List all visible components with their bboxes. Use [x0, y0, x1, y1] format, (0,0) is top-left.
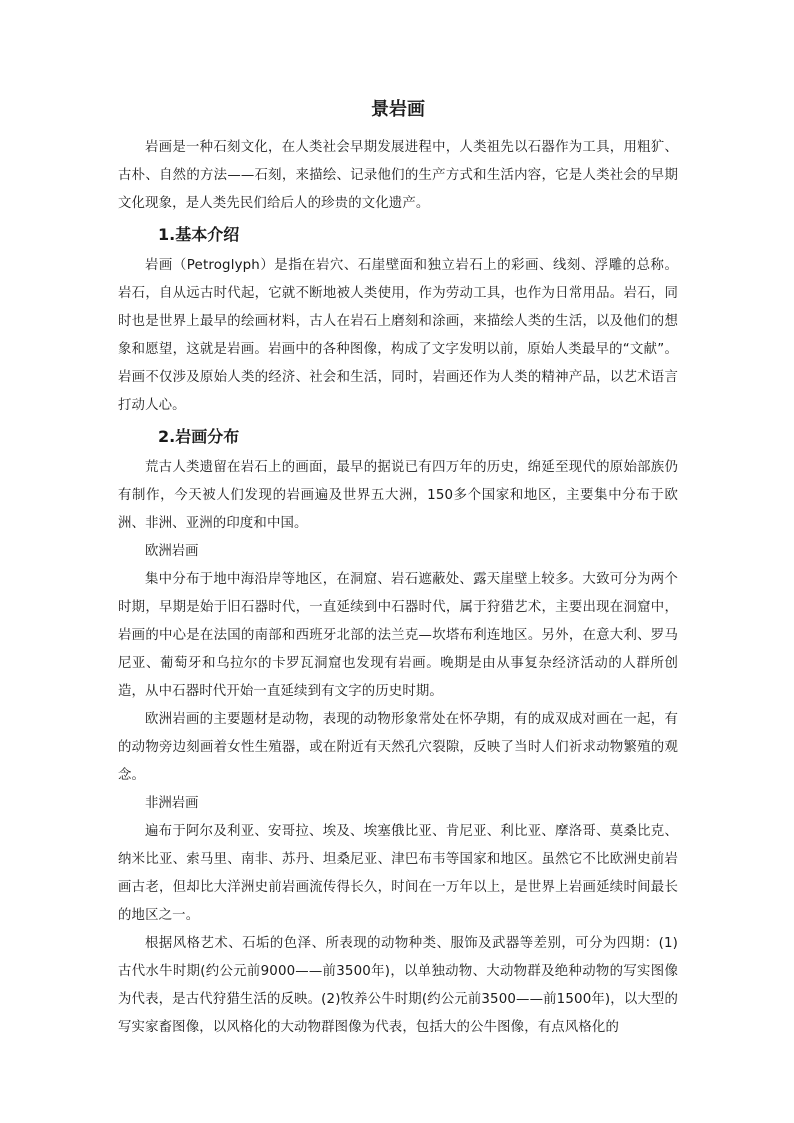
- section-heading-basic-intro: 1.基本介绍: [158, 225, 240, 244]
- document-body: [118, 97, 678, 1042]
- intro-paragraph: 岩画是一种石刻文化，在人类社会早期发展进程中，人类祖先以石器作为工具，用粗犷、古朴、自然的方法——石刻，来描绘、记录他们的生产方式和生活内容，它是人类社会的早期文化现象，是人类先民们给后人的珍贵的文化遗产。: [118, 140, 678, 211]
- distribution-paragraph: 荒古人类遗留在岩石上的画面，最早的据说已有四万年的历史，绵延至现代的原始部族仍有制作，今天被人们发现的岩画遍及世界五大洲，150多个国家和地区，主要集中分布于欧洲、非洲、亚洲的印度和中国。: [118, 460, 678, 531]
- document-title: 景岩画: [371, 99, 425, 120]
- africa-paragraph-1: 遍布于阿尔及利亚、安哥拉、埃及、埃塞俄比亚、肯尼亚、利比亚、摩洛哥、莫桑比克、纳米比亚、索马里、南非、苏丹、坦桑尼亚、津巴布韦等国家和地区。虽然它不比欧洲史前岩画古老，但却比大洋洲史前岩画流传得长久，时间在一万年以上，是世界上岩画延续时间最长的地区之一。: [118, 824, 678, 923]
- europe-paragraph-1: 集中分布于地中海沿岸等地区，在洞窟、岩石遮蔽处、露天崖壁上较多。大致可分为两个时期，早期是始于旧石器时代，一直延续到中石器时代，属于狩猎艺术，主要出现在洞窟中，岩画的中心是在法国的南部和西班牙北部的法兰克—坎塔布利连地区。另外，在意大利、罗马尼亚、葡萄牙和乌拉尔的卡罗瓦洞窟也发现有岩画。晚期是由从事复杂经济活动的人群所创造，从中石器时代开始一直延续到有文字的历史时期。: [118, 572, 678, 699]
- subheading-europe: 欧洲岩画: [145, 544, 199, 559]
- europe-paragraph-2: 欧洲岩画的主要题材是动物，表现的动物形象常处在怀孕期，有的成双成对画在一起，有的动物旁边刻画着女性生殖器，或在附近有天然孔穴裂隙，反映了当时人们祈求动物繁殖的观念。: [118, 712, 678, 783]
- section-heading-distribution: 2.岩画分布: [158, 427, 240, 446]
- subheading-africa: 非洲岩画: [145, 796, 199, 811]
- africa-paragraph-2: 根据风格艺术、石垢的色泽、所表现的动物种类、服饰及武器等差别，可分为四期：(1)古代水牛时期(约公元前9000——前3500年)，以单独动物、大动物群及绝种动物的写实图像为代表，是古代狩猎生活的反映。(2)牧养公牛时期(约公元前3500——前1500年)，以大型的写实家畜图像，以风格化的大动物群图像为代表，包括大的公牛图像，有点风格化的: [118, 936, 678, 1035]
- basic-intro-paragraph: 岩画（Petroglyph）是指在岩穴、石崖壁面和独立岩石上的彩画、线刻、浮雕的总称。岩石，自从远古时代起，它就不断地被人类使用，作为劳动工具，也作为日常用品。岩石，同时也是世界上最早的绘画材料，古人在岩石上磨刻和涂画，来描绘人类的生活，以及他们的想象和愿望，这就是岩画。岩画中的各种图像，构成了文字发明以前，原始人类最早的“文献”。岩画不仅涉及原始人类的经济、社会和生活，同时，岩画还作为人类的精神产品，以艺术语言打动人心。: [118, 258, 678, 413]
